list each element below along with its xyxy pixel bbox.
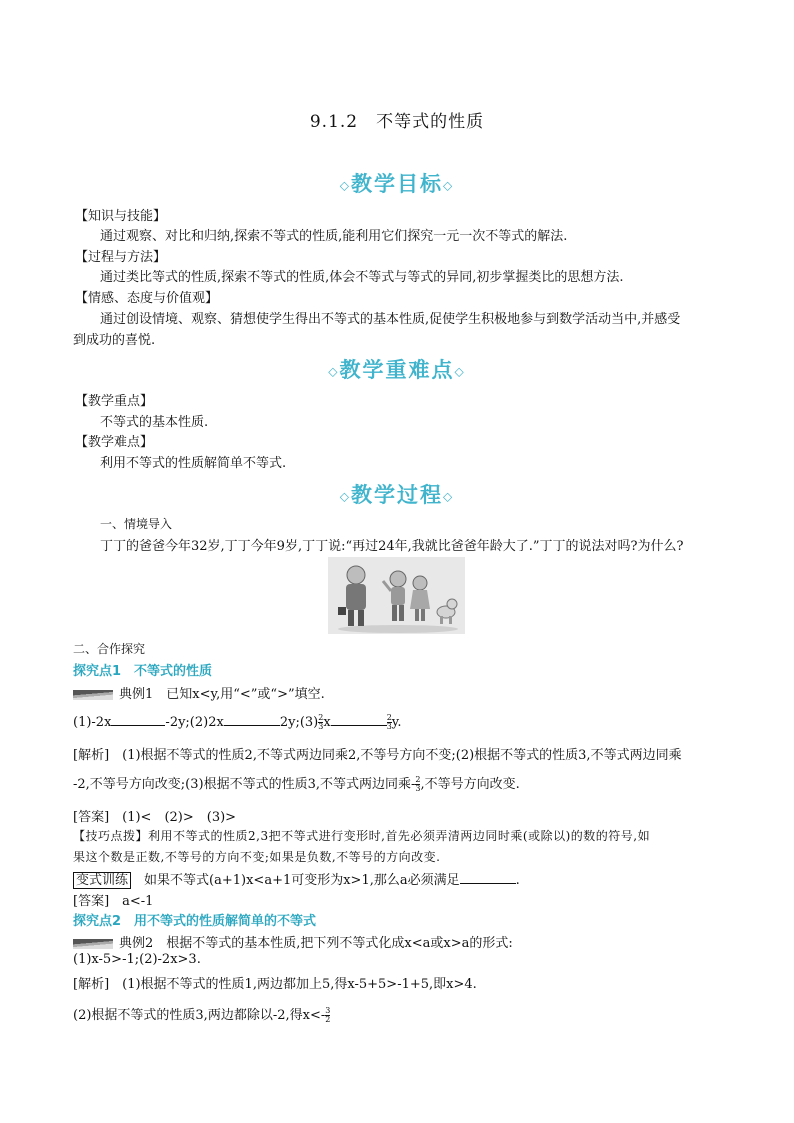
frac-num: 2	[415, 775, 421, 784]
answer-blank	[331, 713, 387, 726]
diamond-icon: ◇	[339, 489, 351, 504]
process-label: 【过程与方法】	[75, 250, 167, 265]
attitude-label: 【情感、态度与价值观】	[75, 291, 219, 306]
variant-label: 变式训练	[73, 872, 131, 889]
fraction	[325, 1007, 330, 1024]
q-part-a: (1)-2x	[73, 715, 112, 730]
intro-text: 丁丁的爸爸今年32岁,丁丁今年9岁,丁丁说:“再过24年,我就比爸爸年龄大了.”丁丁的说法对吗?为什么?	[100, 539, 684, 554]
section-heading-text: 教学过程	[351, 482, 443, 507]
q-part-c: 2y;(3)	[279, 715, 319, 730]
answer-2: [答案] a<-1	[73, 894, 154, 909]
q-part-d: x	[323, 715, 331, 730]
example-1-question	[73, 713, 402, 731]
frac-den: 3	[386, 722, 392, 731]
frac-num: 3	[325, 1006, 331, 1015]
example-2-question: (1)x-5>-1;(2)-2x>3.	[73, 952, 201, 967]
frac-num: 2	[386, 713, 392, 722]
frac-den: 2	[325, 1015, 331, 1024]
intro-heading: 一、情境导入	[100, 517, 173, 531]
diamond-icon: ◇	[339, 178, 351, 193]
variant-text: 如果不等式(a+1)x<a+1可变形为x>1,那么a必须满足	[144, 873, 460, 888]
coop-heading: 二、合作探究	[73, 642, 146, 656]
example-1-text: 典例1 已知x<y,用“<”或“>”填空.	[119, 687, 325, 702]
example-banner-icon	[73, 690, 113, 700]
focus-text: 不等式的基本性质.	[100, 415, 209, 430]
section-heading-process	[0, 479, 794, 509]
page-title: 9.1.2 不等式的性质	[309, 112, 485, 132]
section-heading-text: 教学目标	[351, 171, 443, 196]
frac-num: 2	[318, 713, 324, 722]
answer-blank	[224, 713, 280, 726]
section-heading-text: 教学重难点	[339, 357, 455, 382]
section-heading-objectives	[0, 168, 794, 198]
answer-blank	[460, 871, 516, 884]
analysis-1-part-a: -2,不等号方向改变;(3)根据不等式的性质3,不等式两边同乘-	[73, 777, 416, 792]
difficulty-text: 利用不等式的性质解简单不等式.	[100, 456, 287, 471]
attitude-text-2: 到成功的喜悦.	[73, 333, 156, 348]
answer-1: [答案] (1)< (2)> (3)>	[73, 810, 237, 825]
diamond-icon: ◇	[454, 364, 466, 379]
diamond-icon: ◇	[328, 364, 340, 379]
example-1	[73, 683, 325, 702]
difficulty-label: 【教学难点】	[75, 435, 154, 450]
tip-line-2: 果这个数是正数,不等号的方向不变;如果是负数,不等号的方向改变.	[73, 850, 441, 864]
q-part-b: -2y;(2)2x	[165, 715, 224, 730]
analysis-2-part-a: (2)根据不等式的性质3,两边都除以-2,得x<-	[73, 1008, 326, 1023]
section-heading-key-points	[0, 354, 794, 384]
analysis-2-line-2	[73, 1004, 330, 1024]
focus-label: 【教学重点】	[75, 394, 154, 409]
variant-end: .	[515, 873, 520, 888]
frac-den: 3	[318, 722, 324, 731]
analysis-2-line-1: [解析] (1)根据不等式的性质1,两边都加上5,得x-5+5>-1+5,即x>4.	[73, 977, 477, 992]
family-illustration	[328, 557, 465, 634]
explore-point-2: 探究点2 用不等式的性质解简单的不等式	[73, 914, 317, 929]
example-2-text: 典例2 根据不等式的基本性质,把下列不等式化成x<a或x>a的形式:	[119, 936, 513, 951]
example-banner-icon	[73, 939, 113, 949]
tip-line-1: 【技巧点拨】利用不等式的性质2,3把不等式进行变形时,首先必须弄清两边同时乘(或除以)的数的符号,如	[73, 829, 651, 843]
attitude-text-1: 通过创设情境、观察、猜想使学生得出不等式的基本性质,促使学生积极地参与到数学活动当中,并感受	[100, 312, 681, 327]
variant-exercise	[73, 869, 520, 888]
knowledge-label: 【知识与技能】	[75, 209, 167, 224]
analysis-1-part-b: ,不等号方向改变.	[420, 777, 520, 792]
q-part-e: y.	[391, 715, 402, 730]
family-figures-icon	[328, 557, 465, 634]
answer-blank	[111, 713, 165, 726]
knowledge-text: 通过观察、对比和归纳,探索不等式的性质,能利用它们探究一元一次不等式的解法.	[100, 229, 568, 244]
frac-den: 3	[415, 784, 421, 793]
diamond-icon: ◇	[443, 178, 455, 193]
explore-point-1: 探究点1 不等式的性质	[73, 664, 213, 679]
analysis-1-line-1: [解析] (1)根据不等式的性质2,不等式两边同乘2,不等号方向不变;(2)根据不等式的性质3,不等式两边同乘	[73, 748, 682, 763]
diamond-icon: ◇	[443, 489, 455, 504]
example-2	[73, 932, 513, 951]
process-text: 通过类比等式的性质,探索不等式的性质,体会不等式与等式的异同,初步掌握类比的思想方法.	[100, 270, 624, 285]
analysis-1-line-2	[73, 773, 520, 793]
